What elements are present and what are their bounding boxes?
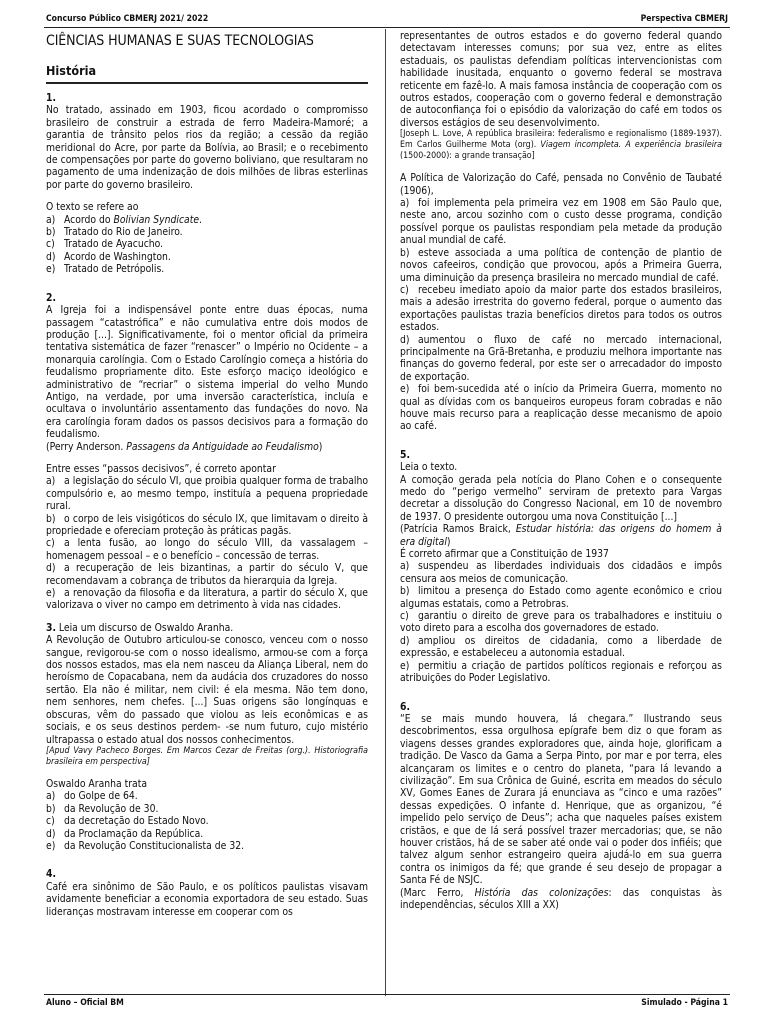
option-b[interactable]: b) Tratado do Rio de Janeiro. [46,226,183,239]
question-4-text-part2: representantes de outros estados e do governo federal quando detectavam interesses comuns; por sua vez, entre as elites estaduais, os paulistas defendiam políticas intervencionistas com habilidade inusitada, enquanto o governo federal se mostrava reticente em fazê-lo. A mais famosa instância de cooperação com os outros estados, cooperação com o governo federal e demonstração de autoconfiança foi o episódio da valorização do café em todos os diversos estágios de seu desenvolvimento. [400,30,722,129]
option-e[interactable]: e) Tratado de Petrópolis. [46,263,165,276]
option-d[interactable]: d) Acordo de Washington. [46,250,171,263]
question-source: [Apud Vavy Pacheco Borges. Em Marcos Cezar de Freitas (org.). Historiografia brasileira em perspectiva] [46,745,368,767]
question-4-prompt: A Política de Valorização do Café, pensada no Convênio de Taubaté (1906), [400,172,722,197]
option-c[interactable]: c) recebeu imediato apoio da maior parte dos estados brasileiros, mais a adesão irrestrita do governo federal, porque o aumento das exportações paulistas trazia benefícios diretos para todos os outros estados. [400,283,722,334]
option-b[interactable]: b) limitou a presença do Estado como agente econômico e criou algumas estatais, como a Petrobras. [400,585,722,610]
question-intro: Leia um discurso de Oswaldo Aranha. [55,621,234,634]
option-c[interactable]: c) Tratado de Ayacucho. [46,238,164,251]
question-number: 3. [46,621,56,634]
option-a[interactable]: a) Acordo do Bolivian Syndicate. [46,213,202,226]
question-prompt: É correto afirmar que a Constituição de 1937 [400,548,609,561]
option-a[interactable]: a) do Golpe de 64. [46,790,138,803]
option-b[interactable]: b) esteve associada a uma política de contenção de plantio de novos cafeeiros, condição que provocou, após a Primeira Guerra, uma diminuição da presença brasileira no mercado mundial de café. [400,246,722,284]
question-text: “E se mais mundo houvera, lá chegara.” Ilustrando seus descobrimentos, essa orgulhosa epígrafe bem diz o que foram as viagens desses grandes exploradores que, ainda hoje, glorificam a tradição. De Vasco da Gama a Serpa Pinto, por mar e por terra, eles alcançaram os limites e o centro do planeta, “para lá levando a civilização”. Em sua Crônica de Guiné, escrita em meados do século XV, Gomes Eanes de Zurara já enunciava as “cinco e uma razões” dessas expedições. O infante d. Henrique, que as organizou, “é impelido pelo serviço de Deus”; acha que naqueles países existem cristãos, e que de lá será possível trazer mercadorias; que, se não houver cristãos, há de se saber até onde vai o poder dos infiéis; que talvez algum senhor estrangeiro queira ajudá-lo em sua guerra contra os inimigos da fé; que grande é seu desejo de propagar a Santa Fé de NSJC. [400,712,722,887]
question-number: 4. [46,868,56,881]
question-lead: Leia o texto. [400,461,458,474]
header-course-name: Perspectiva CBMERJ [640,14,728,24]
right-column [400,30,722,921]
question-number: 5. [400,448,410,461]
option-d[interactable]: d) da Proclamação da República. [46,827,204,840]
footer-student-label: Aluno – Oficial BM [46,998,124,1008]
question-number: 1. [46,92,56,104]
question-2 [46,292,368,612]
question-text-part1: Café era sinônimo de São Paulo, e os políticos paulistas visavam avidamente beneficiar a economia exportadora de seu estado. Suas lideranças mostravam interesse em cooperar com os [46,880,368,918]
footer-divider [44,994,730,995]
column-divider [385,29,386,996]
question-text: A Igreja foi a indispensável ponte entre duas épocas, numa passagem “catastrófica” e não cumulativa entre dois modos de produção [...]. Significativamente, foi o mentor oficial da primeira tentativa sistemática de fazer “renascer” o Império no Ocidente – a monarquia carolíngia. Com o Estado Carolíngio começa a história do feudalismo propriamente dito. Este esforço maciço ideológico e administrativo de “recriar” o sistema imperial do velho Mundo Antigo, na verdade, por uma inversão característica, incluía e ocultava o involuntário assentamento das fundações do novo. Na era carolíngia foram dados os passos decisivos para a formação do feudalismo. [46,304,368,441]
options-list [46,214,368,276]
options-list [400,560,722,684]
option-e[interactable]: e) a renovação da filosofia e da literatura, a partir do século X, que valorizava o viver no campo em detrimento à vida nas cidades. [46,587,368,612]
subject-divider [46,82,368,84]
question-5 [400,449,722,685]
option-e[interactable]: e) foi bem-sucedida até o início da Primeira Guerra, momento no qual as dívidas com os banqueiros europeus foram cobradas e não houve mais recurso para a reaplicação desse mecanismo de apoio ao café. [400,383,722,433]
option-e[interactable]: e) da Revolução Constitucionalista de 32. [46,839,245,852]
question-prompt: Entre esses “passos decisivos”, é correto apontar [46,462,276,475]
options-list [46,790,368,852]
left-column [46,30,368,928]
question-prompt: O texto se refere ao [46,201,139,214]
question-prompt: Oswaldo Aranha trata [46,777,148,790]
option-a[interactable]: a) foi implementa pela primeira vez em 1908 em São Paulo que, neste ano, arcou sozinho com o custo desse programa, condição possível porque os paulistas respondiam pela metade da produção anual mundial de café. [400,197,722,247]
option-d[interactable]: d) ampliou os direitos de cidadania, como a liberdade de expressão, e estabeleceu a autonomia estadual. [400,634,722,660]
subject-title: História [46,63,97,78]
options-list [46,475,368,611]
question-source: (Perry Anderson. Passagens da Antiguidade ao Feudalismo) [46,440,323,453]
option-a[interactable]: a) suspendeu as liberdades individuais dos cidadãos e impôs censura aos meios de comunicação. [400,560,722,585]
question-4-source: [Joseph L. Love, A república brasileira: federalismo e regionalismo (1889-1937). Em Carlos Guilherme Mota (org). Viagem incompleta. A experiência brasileira (1500-2000): a grande transação] [400,129,722,162]
option-b[interactable]: b) o corpo de leis visigóticos do século IX, que limitavam o direito à propriedade e ofereciam proteção às práticas pagãs. [46,512,368,537]
question-4-options [400,197,722,433]
option-a[interactable]: a) a legislação do século VI, que proibia qualquer forma de trabalho compulsório e, ao mesmo tempo, instituía a pequena propriedade rural. [46,475,368,513]
question-number: 6. [400,700,410,713]
section-title: CIÊNCIAS HUMANAS E SUAS TECNOLOGIAS [46,33,314,49]
header-exam-title: Concurso Público CBMERJ 2021/ 2022 [46,14,209,24]
question-number: 2. [46,291,56,304]
question-3 [46,622,368,853]
question-source: (Marc Ferro, História das colonizações: das conquistas às independências, séculos XIII a XX) [400,886,722,911]
option-c[interactable]: c) da decretação do Estado Novo. [46,815,209,828]
question-4 [46,868,368,918]
header-divider [44,27,730,28]
option-d[interactable]: d) aumentou o fluxo de café no mercado internacional, principalmente na Grã-Bretanha, e produziu melhora importante nas finanças do governo federal, por este ser o arrecadador do imposto de exportação. [400,333,722,383]
footer-page-label: Simulado - Página 1 [641,998,728,1008]
option-c[interactable]: c) a lenta fusão, ao longo do século VIII, da vassalagem – homenagem pessoal – e o benefício – concessão de terras. [46,537,368,562]
option-d[interactable]: d) a recuperação de leis bizantinas, a partir do século V, que recomendavam a cobrança de tributos da hierarquia da Igreja. [46,562,368,587]
question-text: No tratado, assinado em 1903, ficou acordado o compromisso brasileiro de construir a estrada de ferro Madeira-Mamoré; a garantia de trânsito pelos rios da região; a cessão da região meridional do Acre, por parte da Bolívia, ao Brasil; e o recebimento de compensações por parte do governo boliviano, que resultaram no pagamento de uma indenização de dois milhões de libras esterlinas por parte do governo brasileiro. [46,104,368,191]
question-1 [46,92,368,276]
question-text: A comoção gerada pela notícia do Plano Cohen e o consequente medo do “perigo vermelho” serviram de pretexto para Vargas decretar a dissolução do Congresso Nacional, em 10 de novembro de 1937. O presidente outorgou uma nova Constituição [...] [400,473,722,523]
question-6 [400,701,722,912]
question-text: A Revolução de Outubro articulou-se conosco, venceu com o nosso sangue, revigorou-se com o nosso idealismo, armou-se com a força dos nossos estados, mas ela nem nasceu da Aliança Liberal, nem do heroísmo de Copacabana, nem da audácia dos cruzadores do nosso sertão. Ela não é militar, nem civil: é ela mesma. Não tem dono, nem senhores, nem chefes. [...] Suas origens são longínquas e obscuras, vêm do passado que violou as leis econômicas e as sociais, e os seus destinos perdem- -se num futuro, cujo mistério ultrapassa o estado atual dos nossos conhecimentos. [46,634,368,746]
option-b[interactable]: b) da Revolução de 30. [46,802,159,815]
option-c[interactable]: c) garantiu o direito de greve para os trabalhadores e instituiu o voto direto para a escolha dos governadores de estado. [400,610,722,635]
option-e[interactable]: e) permitiu a criação de partidos políticos regionais e reforçou as atribuições do Poder Legislativo. [400,659,722,685]
question-source: (Patrícia Ramos Braick, Estudar história: das origens do homem à era digital) [400,523,722,548]
